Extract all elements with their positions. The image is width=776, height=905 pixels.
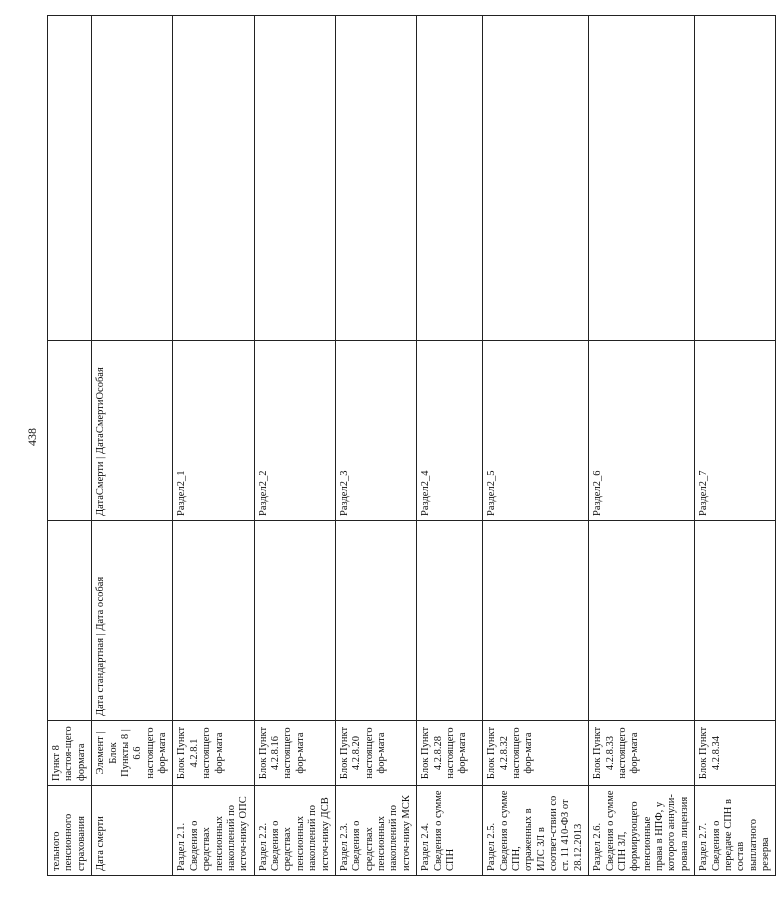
document-table (47, 15, 776, 876)
cell-empty (335, 16, 416, 341)
cell-top-col5 (48, 16, 92, 341)
cell-top-col3 (48, 521, 92, 721)
cell-top-col4 (48, 341, 92, 521)
cell-section: Раздел 2.6. Сведения о сумме СПН ЗЛ, формирующего пенсионные права в НПФ, у которого аннули-рована лицензия (589, 786, 695, 876)
cell-empty (173, 16, 254, 341)
rotated-table-wrapper (47, 16, 771, 876)
cell-section: Раздел 2.2. Сведения о средствах пенсионных накоплений по источ-нику ДСВ (254, 786, 335, 876)
cell-empty (695, 16, 776, 341)
cell-date-col1: Дата смерти (92, 786, 173, 876)
table-row (254, 16, 335, 876)
cell-empty (417, 521, 483, 721)
cell-block: Блок Пункт 4.2.8.34 (695, 721, 776, 786)
cell-empty (589, 16, 695, 341)
table-row (417, 16, 483, 876)
table-row (695, 16, 776, 876)
table-row (173, 16, 254, 876)
table-row-top (48, 16, 92, 876)
cell-code: Раздел2_3 (335, 341, 416, 521)
table-row-date (92, 16, 173, 876)
cell-empty (173, 521, 254, 721)
table-row (335, 16, 416, 876)
cell-block: Блок Пункт 4.2.8.32 настоящего фор-мата (483, 721, 589, 786)
cell-code: Раздел2_1 (173, 341, 254, 521)
cell-empty (254, 521, 335, 721)
cell-date-col5 (92, 16, 173, 341)
cell-section: Раздел 2.5. Сведения о сумме СПН, отраженных в ИЛС ЗЛ в соответ-ствии со ст. 11 410-ФЗ от 28.12.2013 (483, 786, 589, 876)
cell-empty (695, 521, 776, 721)
cell-block: Блок Пункт 4.2.8.1 настоящего фор-мата (173, 721, 254, 786)
cell-section: Раздел 2.7. Сведения о передаче СПН в состав выплатного резерва (695, 786, 776, 876)
table-row (589, 16, 695, 876)
cell-block: Блок Пункт 4.2.8.28 настоящего фор-мата (417, 721, 483, 786)
cell-section: Раздел 2.4. Сведения о сумме СПН (417, 786, 483, 876)
cell-empty (483, 521, 589, 721)
cell-empty (335, 521, 416, 721)
table-row (483, 16, 589, 876)
cell-code: Раздел2_4 (417, 341, 483, 521)
cell-empty (254, 16, 335, 341)
page-number: 438 (25, 428, 39, 446)
cell-section: Раздел 2.1. Сведения о средствах пенсионных накоплений по источ-нику ОПС (173, 786, 254, 876)
cell-date-col2: Элемент | Блок Пункты 8 | 6.6 настоящего фор-мата (92, 721, 173, 786)
cell-code: Раздел2_6 (589, 341, 695, 521)
cell-code: Раздел2_7 (695, 341, 776, 521)
cell-top-col1: тельного пенсионного страхования (48, 786, 92, 876)
cell-date-col4: ДатаСмерти | ДатаСмертиОсобая (92, 341, 173, 521)
cell-empty (483, 16, 589, 341)
cell-empty (589, 521, 695, 721)
cell-block: Блок Пункт 4.2.8.16 настоящего фор-мата (254, 721, 335, 786)
cell-empty (417, 16, 483, 341)
cell-code: Раздел2_5 (483, 341, 589, 521)
cell-block: Блок Пункт 4.2.8.20 настоящего фор-мата (335, 721, 416, 786)
cell-section: Раздел 2.3. Сведения о средствах пенсионных накоплений по источ-нику МСК (335, 786, 416, 876)
cell-date-col3: Дата стандартная | Дата особая (92, 521, 173, 721)
cell-block: Блок Пункт 4.2.8.33 настоящего фор-мата (589, 721, 695, 786)
cell-top-col2: Пункт 8 настоя-щего формата (48, 721, 92, 786)
cell-code: Раздел2_2 (254, 341, 335, 521)
